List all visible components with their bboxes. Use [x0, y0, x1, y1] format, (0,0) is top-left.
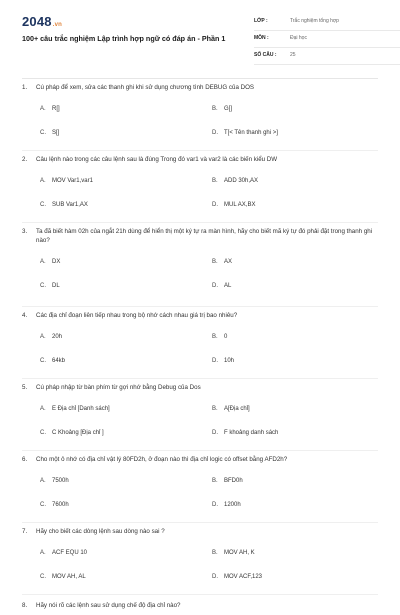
question-6	[22, 451, 378, 523]
logo-tld: .vn	[52, 22, 63, 28]
option-letter: C.	[40, 202, 46, 208]
option-letter: C.	[40, 502, 46, 508]
question-2	[22, 151, 378, 223]
question-text	[22, 383, 378, 392]
option-text: 10h	[224, 358, 235, 364]
option-text: MOV AH, AL	[52, 574, 86, 580]
option-letter: B.	[212, 178, 218, 184]
option-letter: D.	[212, 130, 218, 136]
question-4	[22, 307, 378, 379]
option-text: T[< Tên thanh ghi >]	[224, 130, 278, 136]
question-text	[22, 527, 378, 536]
option-d[interactable]	[212, 283, 382, 289]
option-letter: B.	[212, 406, 218, 412]
question-body: Hãy cho biết các dòng lệnh sau dòng nào sai ?	[36, 528, 165, 535]
logo-main: 2048	[22, 14, 52, 29]
option-text: A[Địa chỉ]	[224, 406, 250, 412]
option-text: R[]	[52, 106, 60, 112]
meta-subject-value: Đại học	[290, 35, 307, 41]
option-d[interactable]	[212, 358, 382, 364]
question-body: Câu lệnh nào trong các câu lệnh sau là đúng Trong đó var1 và var2 là các biến kiểu DW	[36, 156, 278, 163]
question-body: Cú pháp để xem, sửa các thanh ghi khi sử dụng chương tình DEBUG của DOS	[36, 84, 255, 91]
option-a[interactable]	[40, 106, 210, 112]
option-b[interactable]	[212, 178, 382, 184]
question-text	[22, 83, 378, 92]
option-text: 20h	[52, 334, 63, 340]
option-text: DX	[52, 259, 61, 265]
option-a[interactable]	[40, 406, 210, 412]
question-7	[22, 523, 378, 595]
option-text: DL	[52, 283, 60, 289]
option-b[interactable]	[212, 106, 382, 112]
option-letter: A.	[40, 406, 46, 412]
question-text	[22, 311, 378, 320]
option-letter: B.	[212, 259, 218, 265]
option-text: AL	[224, 283, 232, 289]
option-d[interactable]	[212, 502, 382, 508]
option-letter: D.	[212, 202, 218, 208]
question-number: 3.	[22, 228, 28, 235]
option-b[interactable]	[212, 550, 382, 556]
meta-subject-row	[254, 31, 400, 48]
option-text: E Địa chỉ [Danh sách]	[52, 406, 110, 412]
option-d[interactable]	[212, 430, 382, 436]
question-number: 4.	[22, 312, 28, 319]
option-letter: A.	[40, 259, 46, 265]
option-b[interactable]	[212, 259, 382, 265]
option-letter: A.	[40, 550, 46, 556]
option-d[interactable]	[212, 202, 382, 208]
option-letter: B.	[212, 478, 218, 484]
option-a[interactable]	[40, 550, 210, 556]
question-number: 5.	[22, 384, 28, 391]
option-text: SUB Var1,AX	[52, 202, 88, 208]
option-text: ACF EQU 10	[52, 550, 88, 556]
option-text: F khoảng danh sách	[224, 430, 279, 436]
option-c[interactable]	[40, 574, 210, 580]
meta-subject-label: MÔN :	[254, 35, 269, 41]
question-8	[22, 595, 378, 615]
option-letter: D.	[212, 358, 218, 364]
option-letter: A.	[40, 178, 46, 184]
option-a[interactable]	[40, 178, 210, 184]
option-letter: B.	[212, 550, 218, 556]
option-c[interactable]	[40, 358, 210, 364]
option-text: ADD 30h,AX	[224, 178, 259, 184]
option-letter: A.	[40, 106, 46, 112]
option-a[interactable]	[40, 259, 210, 265]
exam-title: 100+ câu trắc nghiệm Lập trình hợp ngữ có đáp án - Phần 1	[22, 34, 226, 43]
option-b[interactable]	[212, 406, 382, 412]
option-letter: A.	[40, 334, 46, 340]
option-letter: C.	[40, 430, 46, 436]
option-letter: D.	[212, 430, 218, 436]
exam-meta	[254, 14, 400, 65]
question-text	[22, 601, 378, 610]
option-letter: D.	[212, 502, 218, 508]
option-text: 7500h	[52, 478, 69, 484]
option-text: MOV Var1,var1	[52, 178, 93, 184]
option-c[interactable]	[40, 430, 210, 436]
option-d[interactable]	[212, 130, 382, 136]
meta-class-value: Trắc nghiệm tổng hợp	[290, 18, 339, 24]
meta-count-label: SỐ CÂU :	[254, 52, 277, 58]
option-text: BFD0h	[224, 478, 243, 484]
question-number: 1.	[22, 84, 28, 91]
question-body: Cú pháp nhập từ bàn phím từ gợi nhớ bằng Debug của Dos	[36, 384, 201, 391]
question-5	[22, 379, 378, 451]
option-c[interactable]	[40, 283, 210, 289]
option-c[interactable]	[40, 502, 210, 508]
meta-class-label: LỚP :	[254, 18, 268, 24]
question-number: 7.	[22, 528, 28, 535]
option-text: AX	[224, 259, 233, 265]
option-letter: C.	[40, 358, 46, 364]
option-text: 64kb	[52, 358, 66, 364]
option-a[interactable]	[40, 478, 210, 484]
option-d[interactable]	[212, 574, 382, 580]
option-text: C Khoảng [Địa chỉ ]	[52, 430, 104, 436]
meta-count-value: 25	[290, 52, 296, 58]
option-b[interactable]	[212, 478, 382, 484]
meta-count-row	[254, 48, 400, 65]
question-number: 2.	[22, 156, 28, 163]
option-text: G[]	[224, 106, 233, 112]
option-text: MUL AX,BX	[224, 202, 256, 208]
meta-class-row	[254, 14, 400, 31]
option-letter: C.	[40, 574, 46, 580]
question-body: Ta đã biết hàm 02h của ngắt 21h dùng để hiển thị một ký tự ra màn hình, hãy cho biết mã ký tự đó phải đặt trong thanh ghi nào?	[36, 228, 373, 244]
option-text: 7600h	[52, 502, 69, 508]
option-letter: B.	[212, 334, 218, 340]
option-c[interactable]	[40, 130, 210, 136]
option-text: MOV AH, K	[224, 550, 255, 556]
exam-header	[22, 0, 378, 79]
option-letter: D.	[212, 574, 218, 580]
question-1	[22, 79, 378, 151]
option-letter: A.	[40, 478, 46, 484]
question-3	[22, 223, 378, 307]
question-text	[22, 227, 378, 245]
option-letter: B.	[212, 106, 218, 112]
question-body: Cho một ô nhớ có địa chỉ vật lý 80FD2h, ở đoạn nào thì địa chỉ logic có offset bằng AFD2h?	[36, 456, 288, 463]
question-number: 8.	[22, 602, 28, 609]
question-number: 6.	[22, 456, 28, 463]
option-letter: C.	[40, 283, 46, 289]
option-letter: C.	[40, 130, 46, 136]
question-text	[22, 155, 378, 164]
option-letter: D.	[212, 283, 218, 289]
question-text	[22, 455, 378, 464]
question-body: Các địa chỉ đoạn liên tiếp nhau trong bộ nhớ cách nhau giá trị bao nhiêu?	[36, 312, 238, 319]
question-body: Hãy nói rõ các lệnh sau sử dụng chế độ địa chỉ nào?	[36, 602, 181, 609]
option-a[interactable]	[40, 334, 210, 340]
option-b[interactable]	[212, 334, 382, 340]
option-text: 0	[224, 334, 228, 340]
option-c[interactable]	[40, 202, 210, 208]
option-text: 1200h	[224, 502, 241, 508]
site-logo[interactable]	[22, 14, 62, 29]
option-text: S[]	[52, 130, 60, 136]
option-text: MOV ACF,123	[224, 574, 263, 580]
